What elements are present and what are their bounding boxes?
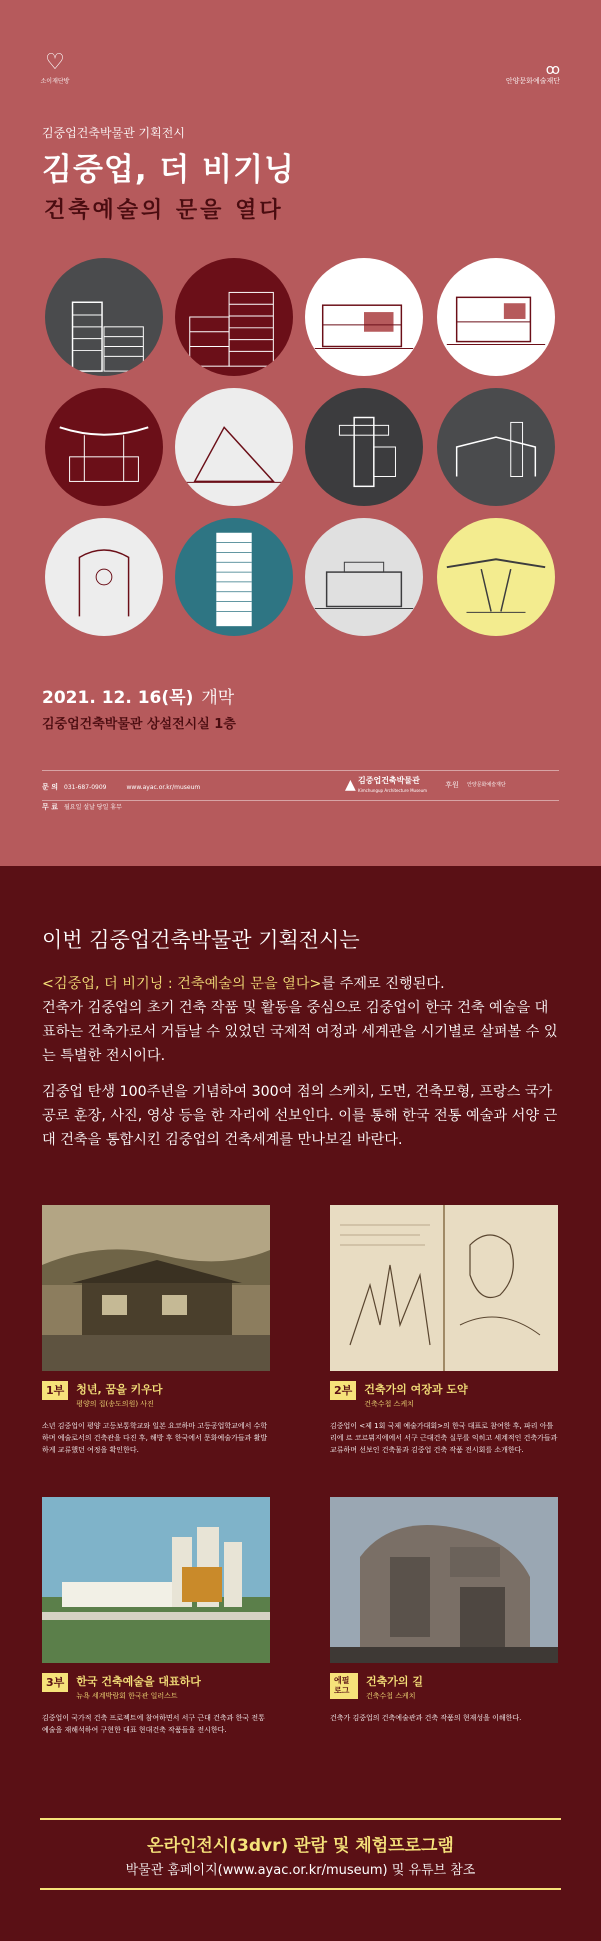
exhibition-venue: 김중업건축박물관 상설전시실 1층: [42, 717, 236, 732]
poster-top: [0, 0, 601, 866]
building-illustration-3: [305, 258, 423, 376]
intro-paragraph-1: <김중업, 더 비기닝 : 건축예술의 문을 열다>를 주제로 진행된다. 건축가 김중업의 초기 건축 작품 및 활동을 중심으로 김중업이 한국 건축 예술을 대표하는 건축가로서 거듭날 수 있었던 국제적 여정과 세계관을 시기별로 살펴볼 수 있는 특별한 전시이다.: [42, 976, 558, 1064]
section-4-description: 건축가 김중업의 건축예술관과 건축 작품의 현재성을 이해한다.: [330, 1714, 522, 1722]
exhibition-subtitle: 건축예술의 문을 열다: [44, 198, 284, 223]
museum-logo-icon: ▲: [345, 776, 356, 793]
building-illustration-4: [437, 258, 555, 376]
intro-paragraph-2: 김중업 탄생 100주년을 기념하여 300여 점의 스케치, 도면, 건축모형, 프랑스 국가공로 훈장, 사진, 영상 등을 한 자리에 선보인다. 이를 통해 한국 전통 예술과 서양 근대 건축을 통합시킨 김중업의 건축세계를 만나보길 바란다.: [42, 1084, 558, 1148]
building-illustration-11: [305, 518, 423, 636]
building-illustration-5: [45, 388, 163, 506]
divider: [42, 800, 559, 801]
exhibition-kicker: 김중업건축박물관 기획전시: [42, 126, 185, 140]
building-illustration-6: [175, 388, 293, 506]
section-2-description: 김중업이 <제 1회 국제 예술가대회>의 한국 대표로 참여한 후, 파리 아틀리에 르 코르뷔지에에서 서구 근대건축 실무를 익히고 세계적인 건축가들과 교류하며 선보인 건축물과 김중업 건축 작품 전시회를 소개한다.: [330, 1422, 558, 1454]
sponsor-strip: ▲ 김중업건축박물관 Kimchungup Architecture Museum 후원 안양문화예술재단: [345, 776, 506, 793]
intro-heading: 이번 김중업건축박물관 기획전시는: [42, 928, 360, 952]
online-top-rule: [40, 1818, 561, 1820]
building-illustration-7: [305, 388, 423, 506]
building-illustration-8: [437, 388, 555, 506]
section-3-photo: [42, 1497, 270, 1663]
foundation-logo: ♡ 소이재단방: [38, 52, 72, 85]
section-4-header: 에필로그 건축가의 길 건축수첩 스케치: [330, 1673, 423, 1701]
online-exhibition-reference: 박물관 홈페이지(www.ayac.or.kr/museum) 및 유튜브 참조: [125, 1863, 476, 1878]
section-3-description: 김중업이 국가적 건축 프로젝트에 참여하면서 서구 근대 건축과 한국 전통예술을 재해석하여 구현한 대표 현대건축 작품들을 전시한다.: [42, 1714, 265, 1734]
building-illustration-12: [437, 518, 555, 636]
online-exhibition-title: 온라인전시(3dvr) 관람 및 체험프로그램: [147, 1836, 454, 1856]
section-1-photo: [42, 1205, 270, 1371]
heart-logo-icon: ♡: [45, 50, 65, 75]
building-illustration-1: [45, 258, 163, 376]
building-illustration-9: [45, 518, 163, 636]
building-illustration-10: [175, 518, 293, 636]
divider: [42, 770, 559, 771]
section-1-header: 1부 청년, 꿈을 키우다 평양의 집(송도의원) 사진: [42, 1381, 163, 1409]
section-3-header: 3부 한국 건축예술을 대표하다 뉴욕 세계박람회 한국관 일러스트: [42, 1673, 201, 1701]
exhibition-title: 김중업, 더 비기닝: [42, 152, 295, 188]
online-bottom-rule: [40, 1888, 561, 1890]
section-4-photo: [330, 1497, 558, 1663]
opening-date: 2021. 12. 16(목) 개막: [42, 688, 235, 708]
contact-info: 문 의 031-687-0909 www.ayac.or.kr/museum 무 료 월요일 설날 당일 휴무: [42, 783, 201, 811]
rings-logo-icon: ꝏ: [545, 62, 560, 78]
arts-foundation-logo: ꝏ 안양문화예술재단: [485, 64, 560, 86]
section-2-photo: [330, 1205, 558, 1371]
section-1-description: 소년 김중업이 평양 고등보통학교와 일본 요코하마 고등공업학교에서 수학하며 예술로서의 건축관을 다진 후, 해방 후 한국에서 문화예술가들과 활발하게 교류했던 여정을 확인한다.: [42, 1422, 268, 1454]
section-2-header: 2부 건축가의 여장과 도약 건축수첩 스케치: [330, 1381, 468, 1409]
building-illustration-2: [175, 258, 293, 376]
